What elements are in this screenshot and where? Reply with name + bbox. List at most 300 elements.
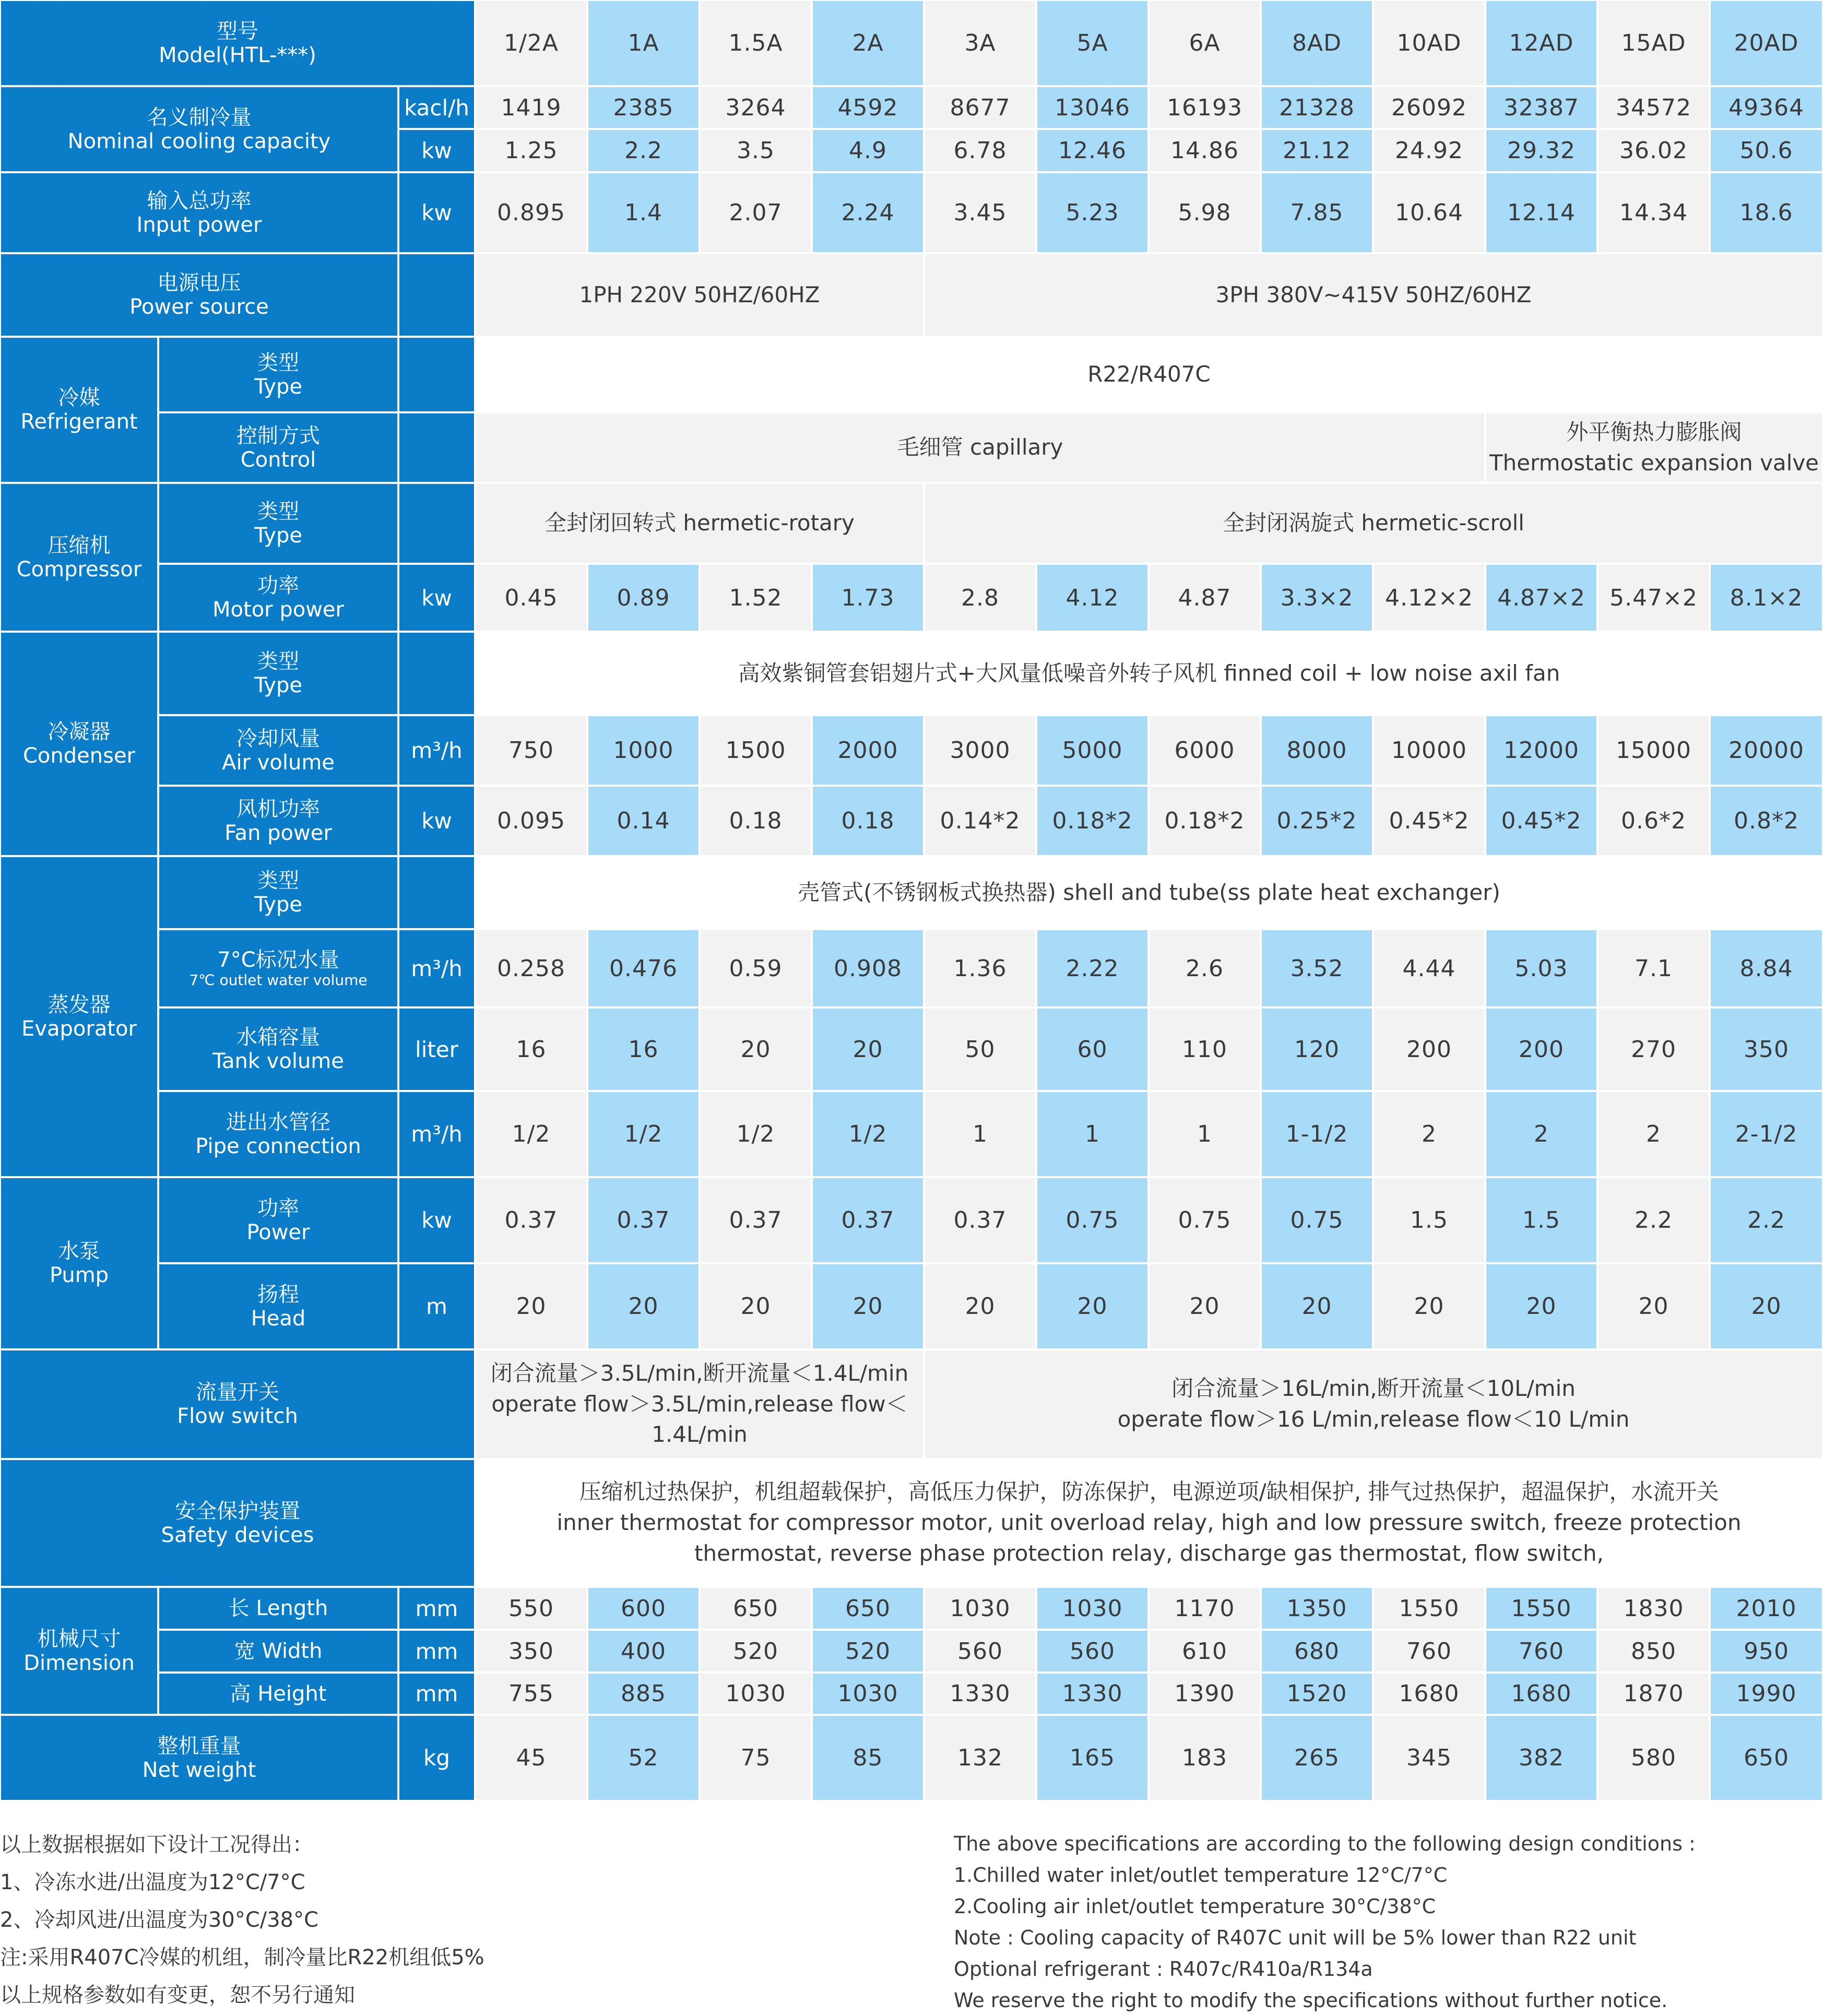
note-en-line: Note : Cooling capacity of R407C unit will be 5% lower than R22 unit: [954, 1926, 1637, 1949]
model-header-en: Model(HTL-***): [159, 43, 316, 67]
pipe-connection-cell: [813, 1092, 923, 1176]
cooling-label: [1, 87, 397, 171]
pump-power-unit-text: kw: [421, 1207, 452, 1233]
cooling-kcal-value: 13046: [1055, 94, 1130, 121]
refrigerant-type-label: [159, 338, 397, 411]
water-volume-cell: [1374, 930, 1484, 1006]
fan-power-value: 0.14: [617, 808, 670, 834]
pump-head-cell: [1150, 1264, 1260, 1348]
control-expansion-valve: [1486, 413, 1822, 482]
air-volume-cell: [1486, 716, 1596, 785]
power-source-label-en: Power source: [129, 295, 269, 319]
refrigerant-control-unit: [399, 413, 474, 482]
pump-head-cell: [1711, 1264, 1822, 1348]
length-label-text: 长 Length: [228, 1596, 328, 1620]
tank-volume-value: 200: [1519, 1036, 1564, 1063]
net-weight-cell: [925, 1716, 1035, 1800]
cooling-kcal-value: 26092: [1391, 94, 1467, 121]
pump-power-value: 0.37: [617, 1207, 670, 1234]
pump-power-value: 0.37: [841, 1207, 895, 1234]
cooling-kw-unit-text: kw: [421, 138, 452, 163]
note-en-line: We reserve the right to modify the specifications without further notice.: [954, 1989, 1668, 2012]
pump-label-cn: 水泵: [58, 1239, 100, 1263]
width-cell: [1374, 1631, 1484, 1671]
width-value: 850: [1631, 1638, 1676, 1665]
pump-head-value: 20: [1077, 1293, 1108, 1320]
fan-power-cell: [1262, 787, 1372, 855]
length-value: 600: [621, 1595, 666, 1622]
fan-power-cell: [1150, 787, 1260, 855]
width-value: 680: [1294, 1638, 1340, 1665]
input-power-cell: [1486, 173, 1596, 252]
pipe-connection-cell: [588, 1092, 699, 1176]
height-unit: [399, 1674, 474, 1714]
condenser-label-cn: 冷凝器: [48, 720, 111, 744]
height-cell: [1711, 1674, 1822, 1714]
width-value: 950: [1744, 1638, 1789, 1665]
flow-switch-label-en: Flow switch: [177, 1404, 298, 1428]
net-weight-value: 183: [1182, 1745, 1227, 1771]
input-power-cell: [1037, 173, 1147, 252]
cooling-kcal-value: 1419: [501, 94, 562, 121]
evaporator-type-unit: [399, 857, 474, 928]
net-weight-value: 85: [853, 1745, 883, 1771]
evaporator-type-value-line: 壳管式(不锈钢板式换热器) shell and tube(ss plate heat exchanger): [798, 879, 1500, 905]
condenser-type-unit: [399, 633, 474, 714]
pump-head-cell: [476, 1264, 586, 1348]
power-source-label-cn: 电源电压: [157, 271, 241, 295]
fan-power-value: 0.8*2: [1734, 808, 1799, 834]
net-weight-label-cn: 整机重量: [157, 1734, 241, 1758]
compressor-power-cell: [813, 565, 923, 631]
compressor-scroll-line: 全封闭涡旋式 hermetic-scroll: [1223, 510, 1524, 536]
tank-volume-label: [159, 1009, 397, 1090]
water-volume-value: 2.6: [1186, 955, 1224, 982]
cooling-kcal-unit-text: kacl/h: [404, 94, 469, 121]
water-volume-cell: [1599, 930, 1709, 1006]
control-capillary: [476, 413, 1484, 482]
input-power-value: 2.24: [841, 199, 895, 226]
tank-volume-value: 20: [853, 1036, 883, 1063]
air-volume-cell: [1711, 716, 1822, 785]
fan-power-cell: [1599, 787, 1709, 855]
compressor-power-value: 4.87: [1178, 584, 1232, 611]
net-weight-cell: [1262, 1716, 1372, 1800]
condenser-type-value-line: 高效紫铜管套铝翅片式+大风量低噪音外转子风机 finned coil + low noise axil fan: [738, 660, 1560, 686]
model-name: [701, 1, 811, 85]
evaporator-label-en: Evaporator: [21, 1016, 137, 1041]
height-value: 1680: [1511, 1680, 1572, 1707]
pump-power-cell: [588, 1178, 699, 1262]
note-en-line: 1.Chilled water inlet/outlet temperature 12°C/7°C: [954, 1864, 1448, 1887]
length-cell: [1262, 1588, 1372, 1629]
input-power-value: 12.14: [1507, 199, 1576, 226]
air-volume-value: 10000: [1391, 737, 1467, 764]
net-weight-label-en: Net weight: [142, 1758, 256, 1782]
pipe-connection-cell: [476, 1092, 586, 1176]
evaporator-type-value: [476, 857, 1822, 928]
refrigerant-control-label-en: Control: [240, 447, 316, 472]
fan-power-value: 0.18: [729, 808, 783, 834]
pump-head-value: 20: [853, 1293, 883, 1320]
net-weight-unit: [399, 1716, 474, 1800]
refrigerant-label-cn: 冷媒: [58, 386, 100, 410]
pipe-connection-value: 1: [973, 1121, 988, 1147]
pump-label: [1, 1178, 157, 1348]
length-value: 1170: [1174, 1595, 1235, 1622]
compressor-power-cell: [476, 565, 586, 631]
evaporator-label: [1, 857, 157, 1176]
width-value: 560: [957, 1638, 1003, 1665]
compressor-power-value: 4.12: [1066, 584, 1119, 611]
pump-power-value: 0.37: [953, 1207, 1007, 1234]
length-cell: [1037, 1588, 1147, 1629]
compressor-power-label: [159, 565, 397, 631]
tank-volume-cell: [588, 1009, 699, 1090]
pump-power-cell: [1374, 1178, 1484, 1262]
input-power-value: 3.45: [953, 199, 1007, 226]
width-cell: [1037, 1631, 1147, 1671]
model-name: [1037, 1, 1147, 85]
tank-volume-cell: [1374, 1009, 1484, 1090]
pump-power-label: [159, 1178, 397, 1262]
compressor-power-value: 3.3×2: [1280, 584, 1354, 611]
pump-power-cell: [1037, 1178, 1147, 1262]
model-name: [1486, 1, 1596, 85]
pump-head-value: 20: [1301, 1293, 1332, 1320]
control-capillary-line: 毛细管 capillary: [897, 434, 1063, 460]
water-volume-value: 0.258: [497, 955, 565, 982]
fan-power-cell: [925, 787, 1035, 855]
pump-head-cell: [701, 1264, 811, 1348]
tank-volume-value: 200: [1406, 1036, 1452, 1063]
compressor-type-label-en: Type: [254, 523, 302, 548]
width-value: 610: [1182, 1638, 1227, 1665]
tank-volume-value: 110: [1182, 1036, 1227, 1063]
cooling-kw-value: 36.02: [1619, 137, 1688, 164]
fan-power-value: 0.14*2: [940, 808, 1021, 834]
cooling-kcal-cell: [1262, 87, 1372, 128]
height-cell: [1599, 1674, 1709, 1714]
compressor-power-cell: [1374, 565, 1484, 631]
cooling-kw-value: 6.78: [953, 137, 1007, 164]
safety-value: [476, 1460, 1822, 1586]
model-name-text: 8AD: [1292, 30, 1342, 56]
evaporator-type-label: [159, 857, 397, 928]
input-power-value: 10.64: [1395, 199, 1463, 226]
net-weight-value: 345: [1406, 1745, 1452, 1771]
compressor-power-label-en: Motor power: [212, 598, 344, 622]
pump-power-value: 0.37: [504, 1207, 558, 1234]
cooling-kw-value: 21.12: [1283, 137, 1351, 164]
net-weight-value: 382: [1519, 1745, 1564, 1771]
cooling-kw-cell: [1037, 130, 1147, 171]
length-value: 2010: [1736, 1595, 1797, 1622]
pump-head-cell: [1486, 1264, 1596, 1348]
pump-power-cell: [476, 1178, 586, 1262]
cooling-kw-cell: [1150, 130, 1260, 171]
power-source-3ph: [925, 254, 1822, 336]
width-unit: [399, 1631, 474, 1671]
length-value: 1550: [1399, 1595, 1460, 1622]
net-weight-value: 45: [516, 1745, 547, 1771]
model-name-text: 1.5A: [728, 30, 783, 56]
input-power-value: 7.85: [1290, 199, 1344, 226]
width-cell: [1486, 1631, 1596, 1671]
pump-power-cell: [1486, 1178, 1596, 1262]
cooling-kcal-cell: [1599, 87, 1709, 128]
length-value: 1550: [1511, 1595, 1572, 1622]
length-value: 650: [733, 1595, 778, 1622]
net-weight-cell: [1150, 1716, 1260, 1800]
water-volume-value: 0.59: [729, 955, 783, 982]
length-cell: [1150, 1588, 1260, 1629]
tank-volume-value: 270: [1631, 1036, 1676, 1063]
cooling-kcal-value: 49364: [1729, 94, 1804, 121]
pump-head-value: 20: [516, 1293, 547, 1320]
pipe-connection-cell: [1037, 1092, 1147, 1176]
note-cn-line: 1、冷冻水进/出温度为12°C/7°C: [0, 1870, 305, 1894]
pipe-connection-unit: [399, 1092, 474, 1176]
air-volume-cell: [925, 716, 1035, 785]
pump-head-value: 20: [1526, 1293, 1557, 1320]
water-volume-cell: [476, 930, 586, 1006]
model-name: [476, 1, 586, 85]
compressor-power-value: 1.73: [841, 584, 895, 611]
pump-power-cell: [1711, 1178, 1822, 1262]
air-volume-value: 3000: [950, 737, 1011, 764]
length-cell: [925, 1588, 1035, 1629]
compressor-label-cn: 压缩机: [48, 533, 111, 558]
length-value: 1350: [1286, 1595, 1347, 1622]
cooling-label-en: Nominal cooling capacity: [67, 129, 331, 153]
height-value: 1390: [1174, 1680, 1235, 1707]
fan-power-cell: [1037, 787, 1147, 855]
pump-head-cell: [1262, 1264, 1372, 1348]
condenser-type-label-en: Type: [254, 673, 302, 697]
tank-volume-value: 16: [516, 1036, 547, 1063]
fan-power-value: 0.45*2: [1389, 808, 1470, 834]
input-power-cell: [925, 173, 1035, 252]
width-value: 760: [1519, 1638, 1564, 1665]
pipe-connection-cell: [1374, 1092, 1484, 1176]
cooling-kw-cell: [701, 130, 811, 171]
compressor-power-value: 4.12×2: [1385, 584, 1473, 611]
cooling-kcal-cell: [1037, 87, 1147, 128]
model-name-text: 2A: [852, 30, 884, 56]
input-power-cell: [1711, 173, 1822, 252]
water-volume-label-en: 7℃ outlet water volume: [189, 971, 368, 989]
input-power-label-en: Input power: [136, 212, 262, 237]
pipe-connection-value: 1/2: [512, 1121, 551, 1147]
fan-power-label-cn: 风机功率: [236, 797, 320, 821]
input-power-value: 5.23: [1066, 199, 1119, 226]
fan-power-value: 0.18*2: [1052, 808, 1133, 834]
air-volume-value: 20000: [1729, 737, 1804, 764]
air-volume-cell: [1262, 716, 1372, 785]
net-weight-label: [1, 1716, 397, 1800]
water-volume-cell: [588, 930, 699, 1006]
cooling-kw-cell: [476, 130, 586, 171]
width-label-text: 宽 Width: [234, 1639, 323, 1663]
compressor-power-cell: [701, 565, 811, 631]
air-volume-label-cn: 冷却风量: [236, 726, 320, 751]
pump-head-unit: [399, 1264, 474, 1348]
cooling-kw-cell: [1262, 130, 1372, 171]
water-volume-cell: [1037, 930, 1147, 1006]
condenser-label-en: Condenser: [23, 744, 135, 768]
length-cell: [1599, 1588, 1709, 1629]
length-value: 550: [508, 1595, 554, 1622]
note-cn-line: 以上数据根据如下设计工况得出：: [0, 1833, 313, 1857]
air-volume-cell: [476, 716, 586, 785]
safety-value-line: inner thermostat for compressor motor, unit overload relay, high and low pressure switch, freeze protection: [557, 1510, 1742, 1536]
width-cell: [1262, 1631, 1372, 1671]
note-cn-line: 以上规格参数如有变更，恕不另行通知: [0, 1983, 355, 2007]
width-value: 520: [733, 1638, 778, 1665]
cooling-kw-cell: [925, 130, 1035, 171]
compressor-label: [1, 484, 157, 631]
tank-volume-cell: [813, 1009, 923, 1090]
compressor-power-cell: [1486, 565, 1596, 631]
compressor-power-cell: [1150, 565, 1260, 631]
pipe-connection-cell: [701, 1092, 811, 1176]
model-name-text: 6A: [1189, 30, 1221, 56]
water-volume-cell: [1262, 930, 1372, 1006]
cooling-kw-value: 14.86: [1170, 137, 1239, 164]
air-volume-unit-text: m³/h: [411, 738, 463, 763]
height-unit-text: mm: [415, 1681, 458, 1706]
safety-label-en: Safety devices: [161, 1523, 314, 1547]
power-source-1ph: [476, 254, 923, 336]
length-cell: [701, 1588, 811, 1629]
net-weight-cell: [1711, 1716, 1822, 1800]
compressor-power-value: 2.8: [961, 584, 999, 611]
water-volume-unit: [399, 930, 474, 1006]
cooling-kw-cell: [1374, 130, 1484, 171]
pump-power-cell: [701, 1178, 811, 1262]
pipe-connection-value: 2: [1534, 1121, 1549, 1147]
height-cell: [1150, 1674, 1260, 1714]
net-weight-cell: [1374, 1716, 1484, 1800]
pump-power-value: 2.2: [1747, 1207, 1785, 1234]
tank-volume-value: 20: [740, 1036, 771, 1063]
air-volume-label-en: Air volume: [222, 750, 335, 775]
model-name-text: 12AD: [1509, 30, 1574, 56]
compressor-type-label-cn: 类型: [257, 499, 299, 524]
pump-head-value: 20: [1414, 1293, 1445, 1320]
pipe-connection-unit-text: m³/h: [411, 1121, 463, 1147]
compressor-power-cell: [1262, 565, 1372, 631]
tank-volume-value: 350: [1744, 1036, 1789, 1063]
input-power-cell: [1374, 173, 1484, 252]
compressor-power-cell: [1599, 565, 1709, 631]
fan-power-label: [159, 787, 397, 855]
width-cell: [925, 1631, 1035, 1671]
model-name: [1711, 1, 1822, 85]
air-volume-cell: [1037, 716, 1147, 785]
net-weight-cell: [1599, 1716, 1709, 1800]
pump-power-cell: [1262, 1178, 1372, 1262]
net-weight-cell: [476, 1716, 586, 1800]
net-weight-value: 650: [1744, 1745, 1789, 1771]
width-value: 520: [845, 1638, 891, 1665]
flow-switch-label: [1, 1350, 474, 1458]
fan-power-value: 0.18: [841, 808, 895, 834]
water-volume-cell: [813, 930, 923, 1006]
air-volume-cell: [1599, 716, 1709, 785]
cooling-kw-value: 24.92: [1395, 137, 1463, 164]
height-label-text: 高 Height: [230, 1681, 327, 1706]
model-name-text: 15AD: [1621, 30, 1686, 56]
power-source-label: [1, 254, 397, 336]
cooling-kw-cell: [813, 130, 923, 171]
pump-power-unit: [399, 1178, 474, 1262]
dimension-label: [1, 1588, 157, 1714]
pump-head-label-en: Head: [251, 1306, 306, 1331]
model-name-text: 1A: [628, 30, 659, 56]
tank-volume-unit: [399, 1009, 474, 1090]
air-volume-value: 1500: [725, 737, 786, 764]
input-power-cell: [813, 173, 923, 252]
safety-label-cn: 安全保护装置: [175, 1499, 300, 1523]
tank-volume-label-cn: 水箱容量: [236, 1025, 320, 1049]
net-weight-unit-text: kg: [423, 1745, 450, 1771]
cooling-kcal-unit: [399, 87, 474, 128]
water-volume-label: [159, 930, 397, 1006]
input-power-value: 5.98: [1178, 199, 1232, 226]
cooling-kcal-value: 32387: [1504, 94, 1579, 121]
water-volume-value: 2.22: [1066, 955, 1119, 982]
model-name-text: 5A: [1076, 30, 1108, 56]
pump-head-cell: [1374, 1264, 1484, 1348]
cooling-kw-value: 50.6: [1739, 137, 1793, 164]
flow-switch-large-line: operate flow＞16 L/min,release flow＜10 L/min: [1117, 1406, 1630, 1432]
pipe-connection-value: 1/2: [736, 1121, 775, 1147]
water-volume-value: 3.52: [1290, 955, 1344, 982]
width-cell: [476, 1631, 586, 1671]
width-cell: [701, 1631, 811, 1671]
pump-power-value: 1.5: [1410, 1207, 1448, 1234]
pump-power-value: 0.75: [1066, 1207, 1119, 1234]
water-volume-cell: [1711, 930, 1822, 1006]
compressor-power-label-cn: 功率: [257, 574, 299, 598]
compressor-power-value: 8.1×2: [1730, 584, 1803, 611]
model-name-text: 3A: [964, 30, 996, 56]
length-cell: [588, 1588, 699, 1629]
fan-power-value: 0.45*2: [1501, 808, 1582, 834]
pump-power-cell: [1599, 1178, 1709, 1262]
cooling-kcal-cell: [813, 87, 923, 128]
width-value: 760: [1406, 1638, 1452, 1665]
cooling-label-cn: 名义制冷量: [147, 105, 252, 129]
height-label: [159, 1674, 397, 1714]
tank-volume-cell: [1037, 1009, 1147, 1090]
pipe-connection-value: 2-1/2: [1735, 1121, 1798, 1147]
fan-power-cell: [1486, 787, 1596, 855]
compressor-type-unit: [399, 484, 474, 563]
cooling-kcal-cell: [1486, 87, 1596, 128]
refrigerant-type-unit: [399, 338, 474, 411]
power-source-3ph-line: 3PH 380V~415V 50HZ/60HZ: [1215, 281, 1532, 307]
tank-volume-value: 60: [1077, 1036, 1108, 1063]
fan-power-cell: [701, 787, 811, 855]
pump-power-value: 0.75: [1290, 1207, 1344, 1234]
air-volume-value: 1000: [613, 737, 674, 764]
height-value: 1520: [1286, 1680, 1347, 1707]
width-label: [159, 1631, 397, 1671]
cooling-kcal-value: 8677: [950, 94, 1011, 121]
